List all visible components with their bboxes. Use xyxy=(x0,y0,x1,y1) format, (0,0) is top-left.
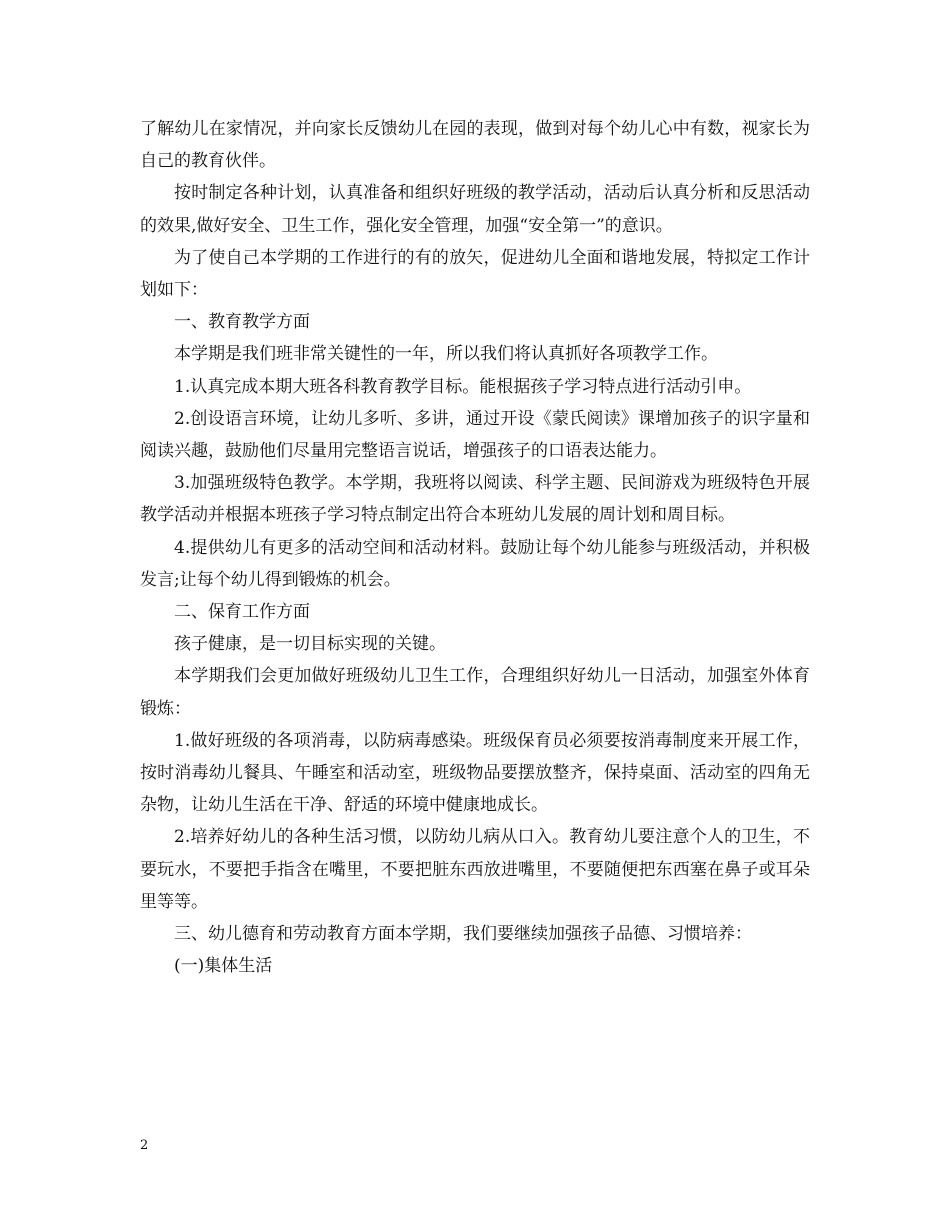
document-body xyxy=(140,113,810,982)
subsection-heading: (一)集体生活 xyxy=(174,956,273,977)
paragraph: 了解幼儿在家情况，并向家长反馈幼儿在园的表现，做到对每个幼儿心中有数，视家长为自己的教育伙伴。 xyxy=(140,119,810,172)
section-heading: 一、教育教学方面 xyxy=(174,312,310,333)
list-item: 3.加强班级特色教学。本学期，我班将以阅读、科学主题、民间游戏为班级特色开展教学活动并根据本班孩子学习特点制定出符合本班幼儿发展的周计划和周目标。 xyxy=(140,473,810,526)
paragraph: 为了使自己本学期的工作进行的有的放矢，促进幼儿全面和谐地发展，特拟定工作计划如下： xyxy=(140,247,810,301)
paragraph: 孩子健康，是一切目标实现的关键。 xyxy=(174,634,446,655)
page-number: 2 xyxy=(140,1138,149,1153)
list-item: 2.创设语言环境，让幼儿多听、多讲，通过开设《蒙氏阅读》课增加孩子的识字量和阅读兴趣，鼓励他们尽量用完整语言说话，增强孩子的口语表达能力。 xyxy=(140,408,810,462)
paragraph: 按时制定各种计划，认真准备和组织好班级的教学活动，活动后认真分析和反思活动的效果,做好安全、卫生工作，强化安全管理，加强“安全第一”的意识。 xyxy=(140,183,810,236)
paragraph: 本学期是我们班非常关键性的一年，所以我们将认真抓好各项教学工作。 xyxy=(174,344,718,365)
list-item: 1.做好班级的各项消毒，以防病毒感染。班级保育员必须要按消毒制度来开展工作，按时消毒幼儿餐具、午睡室和活动室，班级物品要摆放整齐，保持桌面、活动室的四角无杂物，让幼儿生活在干净、舒适的环境中健康地成长。 xyxy=(140,730,810,816)
paragraph: 本学期我们会更加做好班级幼儿卫生工作，合理组织好幼儿一日活动，加强室外体育锻炼： xyxy=(140,666,810,719)
section-heading: 二、保育工作方面 xyxy=(174,602,310,623)
list-item: 2.培养好幼儿的各种生活习惯，以防幼儿病从口入。教育幼儿要注意个人的卫生，不要玩水，不要把手指含在嘴里，不要把脏东西放进嘴里，不要随便把东西塞在鼻子或耳朵里等等。 xyxy=(140,827,810,912)
list-item: 4.提供幼儿有更多的活动空间和活动材料。鼓励让每个幼儿能参与班级活动，并积极发言;让每个幼儿得到锻炼的机会。 xyxy=(140,537,810,590)
section-heading: 三、幼儿德育和劳动教育方面本学期，我们要继续加强孩子品德、习惯培养： xyxy=(174,924,752,945)
list-item: 1.认真完成本期大班各科教育教学目标。能根据孩子学习特点进行活动引申。 xyxy=(174,376,752,397)
